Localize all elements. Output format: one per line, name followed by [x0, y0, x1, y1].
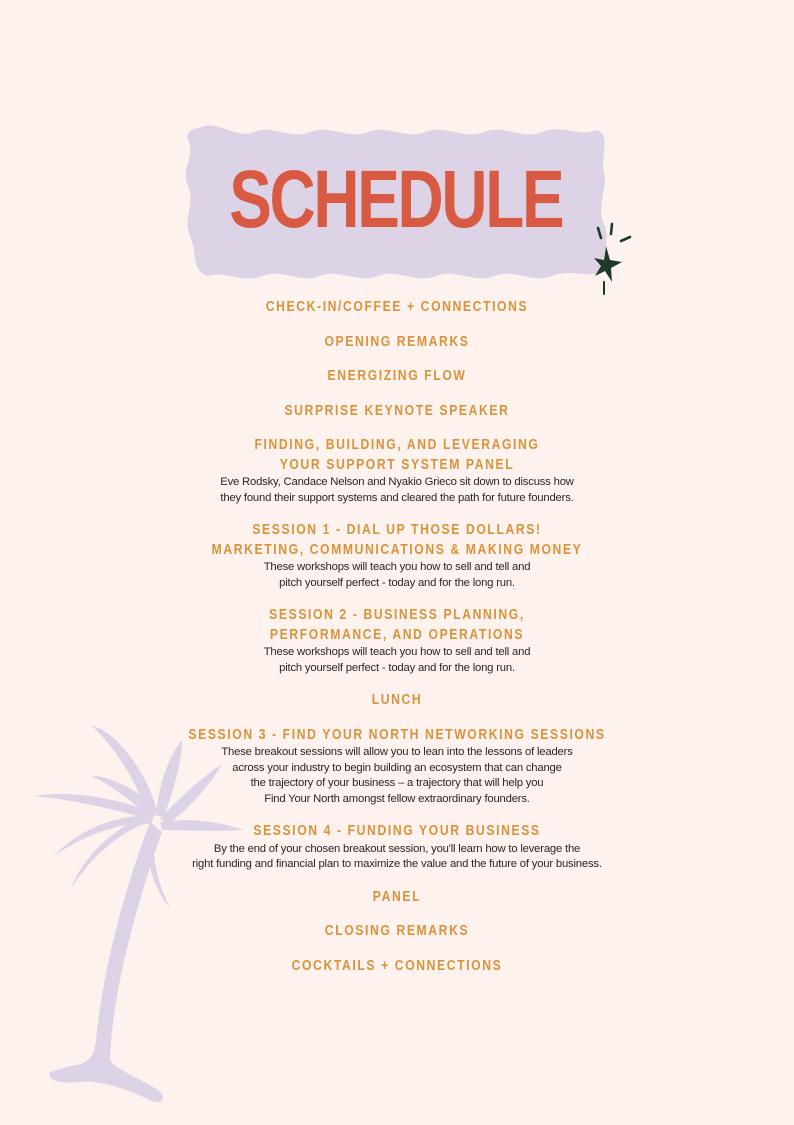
schedule-item	[97, 691, 697, 711]
schedule-item-title-line: SESSION 4 - FUNDING YOUR BUSINESS	[253, 823, 541, 839]
schedule-list	[97, 298, 697, 991]
schedule-item-title	[145, 726, 649, 746]
schedule-item-title-line: ENERGIZING FLOW	[327, 368, 467, 384]
schedule-item	[97, 367, 697, 387]
schedule-item-title	[145, 957, 649, 977]
schedule-item-description-line: they found their support systems and cleared the path for future founders.	[220, 491, 574, 504]
schedule-item-title	[145, 436, 649, 475]
schedule-item-description-line: the trajectory of your business – a trajectory that will help you	[250, 777, 544, 789]
schedule-item	[97, 726, 697, 808]
schedule-item-title	[145, 402, 649, 422]
schedule-item-title-line: FINDING, BUILDING, AND LEVERAGING	[254, 437, 540, 453]
schedule-item-description	[97, 745, 697, 807]
schedule-item-title-line: LUNCH	[371, 692, 423, 708]
schedule-item-title	[145, 822, 649, 842]
page-title: SCHEDULE	[229, 154, 563, 245]
schedule-item-description-line: across your industry to begin building an ecosystem that can change	[232, 761, 562, 774]
schedule-item-description-line: These workshops will teach you how to sell and tell and	[263, 561, 531, 573]
schedule-item-title	[145, 691, 649, 711]
schedule-item-title	[145, 521, 649, 560]
schedule-item	[97, 333, 697, 353]
schedule-item-title	[145, 367, 649, 387]
schedule-item-title-line: SESSION 1 - DIAL UP THOSE DOLLARS!	[252, 522, 542, 538]
schedule-item-description-line: These workshops will teach you how to sell and tell and	[263, 646, 531, 658]
schedule-item	[97, 298, 697, 318]
schedule-item-title	[145, 298, 649, 318]
schedule-item-title	[145, 333, 649, 353]
schedule-item	[97, 402, 697, 422]
schedule-item-title-line: PERFORMANCE, AND OPERATIONS	[269, 626, 525, 643]
schedule-item-title-line: CHECK-IN/COFFEE + CONNECTIONS	[265, 299, 529, 315]
schedule-item-title-line: OPENING REMARKS	[324, 333, 470, 350]
schedule-item-description	[97, 842, 697, 873]
schedule-item-description-line: By the end of your chosen breakout session, you'll learn how to leverage the	[213, 842, 581, 855]
schedule-item-description-line: pitch yourself perfect - today and for the long run.	[279, 661, 515, 674]
schedule-item-title-line: CLOSING REMARKS	[324, 923, 470, 939]
schedule-item-title-line: SESSION 2 - BUSINESS PLANNING,	[269, 607, 525, 623]
schedule-item	[97, 436, 697, 506]
schedule-item-title-line: SESSION 3 - FIND YOUR NORTH NETWORKING SESSIONS	[188, 726, 606, 743]
schedule-item-description-line: right funding and financial plan to maximize the value and the future of your business.	[192, 858, 602, 870]
schedule-item-description	[97, 645, 697, 676]
schedule-item	[97, 521, 697, 591]
schedule-item-description-line: pitch yourself perfect - today and for the long run.	[279, 576, 515, 589]
schedule-item-title	[145, 922, 649, 942]
schedule-item-title-line: SURPRISE KEYNOTE SPEAKER	[284, 402, 510, 419]
schedule-item	[97, 957, 697, 977]
schedule-item-description	[97, 560, 697, 591]
schedule-item	[97, 922, 697, 942]
schedule-item-title-line: YOUR SUPPORT SYSTEM PANEL	[279, 456, 515, 473]
schedule-item	[97, 606, 697, 676]
schedule-item-title-line: PANEL	[372, 888, 422, 905]
schedule-item-title	[145, 606, 649, 645]
schedule-item-title-line: COCKTAILS + CONNECTIONS	[291, 957, 503, 974]
schedule-item-description-line: Eve Rodsky, Candace Nelson and Nyakio Grieco sit down to discuss how	[220, 476, 574, 488]
schedule-item-description	[97, 475, 697, 506]
schedule-item-description-line: These breakout sessions will allow you to lean into the lessons of leaders	[221, 746, 573, 758]
schedule-item-description-line: Find Your North amongst fellow extraordinary founders.	[264, 792, 530, 805]
schedule-item	[97, 888, 697, 908]
schedule-item-title-line: MARKETING, COMMUNICATIONS & MAKING MONEY	[211, 541, 583, 558]
schedule-item-title	[145, 888, 649, 908]
schedule-item	[97, 822, 697, 873]
